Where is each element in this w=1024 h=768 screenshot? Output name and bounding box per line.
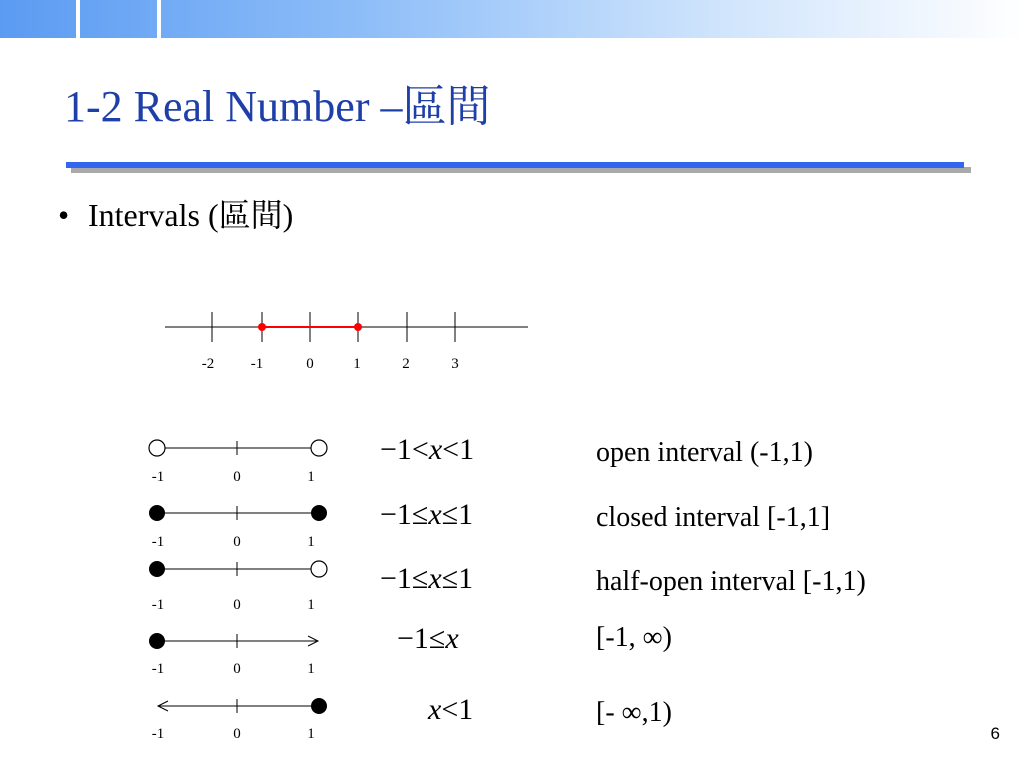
tick-label: -1 (151, 469, 165, 485)
ineq-var: x (428, 693, 442, 726)
tick-label: 3 (451, 356, 459, 372)
tick-label: 0 (306, 356, 314, 372)
description-half-open: half-open interval [-1,1) (596, 566, 866, 597)
tick-label: 1 (307, 597, 315, 613)
ineq-left: −1≤ (380, 498, 429, 531)
tick-label: -2 (201, 356, 215, 372)
ineq-var: x (428, 562, 442, 595)
page-number: 6 (990, 724, 1000, 743)
tick-label: -1 (151, 534, 165, 550)
interval-line-open (149, 440, 327, 485)
bullet-dot: • (58, 197, 70, 233)
description-open: open interval (-1,1) (596, 437, 813, 468)
inequality-open (380, 433, 474, 467)
tick-label: 1 (353, 356, 361, 372)
tick-label: -1 (250, 356, 264, 372)
tick-label: 1 (307, 469, 315, 485)
open-endpoint (149, 440, 165, 456)
open-endpoint (311, 440, 327, 456)
inequality-ray-left (428, 693, 473, 727)
interval-line-closed (149, 505, 327, 550)
inequality-ray-right (397, 622, 459, 656)
ineq-var: x (428, 433, 443, 466)
closed-endpoint (149, 633, 165, 649)
ineq-right: <1 (442, 433, 475, 466)
interval-line-ray-left (152, 698, 327, 742)
tick-label: 0 (233, 726, 241, 742)
closed-endpoint (311, 505, 327, 521)
closed-endpoint (149, 505, 165, 521)
description-ray-right: [-1, ∞) (596, 622, 672, 653)
ineq-right: ≤1 (441, 498, 474, 531)
tick-label: 2 (402, 356, 410, 372)
tick-label: -1 (151, 661, 165, 677)
page-title: 1-2 Real Number –區間 (64, 82, 491, 131)
ineq-left: −1≤ (397, 622, 446, 655)
tick-label: 0 (233, 597, 241, 613)
open-endpoint (311, 561, 327, 577)
tick-label: -1 (151, 726, 165, 742)
tick-label: 1 (307, 726, 315, 742)
closed-endpoint (311, 698, 327, 714)
inequality-half-open (380, 562, 473, 596)
description-ray-left: [- ∞,1) (596, 697, 672, 728)
ineq-right: <1 (441, 693, 474, 726)
ineq-right: ≤1 (441, 562, 474, 595)
tick-label: 0 (233, 534, 241, 550)
inequality-closed (380, 498, 473, 532)
interval-line-ray-right (149, 633, 318, 677)
closed-endpoint (149, 561, 165, 577)
bullet-text: Intervals (區間) (88, 197, 294, 233)
tick-label: 0 (233, 661, 241, 677)
ineq-left: −1≤ (380, 562, 429, 595)
endpoint-dot (354, 323, 362, 331)
tick-label: 1 (307, 534, 315, 550)
tick-label: -1 (151, 597, 165, 613)
interval-line-half-open (149, 561, 327, 613)
tick-label: 1 (307, 661, 315, 677)
ineq-left: −1< (380, 433, 429, 466)
ineq-var: x (428, 498, 442, 531)
tick-label: 0 (233, 469, 241, 485)
main-number-line (165, 312, 528, 372)
endpoint-dot (258, 323, 266, 331)
ineq-var: x (445, 622, 459, 655)
description-closed: closed interval [-1,1] (596, 502, 831, 533)
